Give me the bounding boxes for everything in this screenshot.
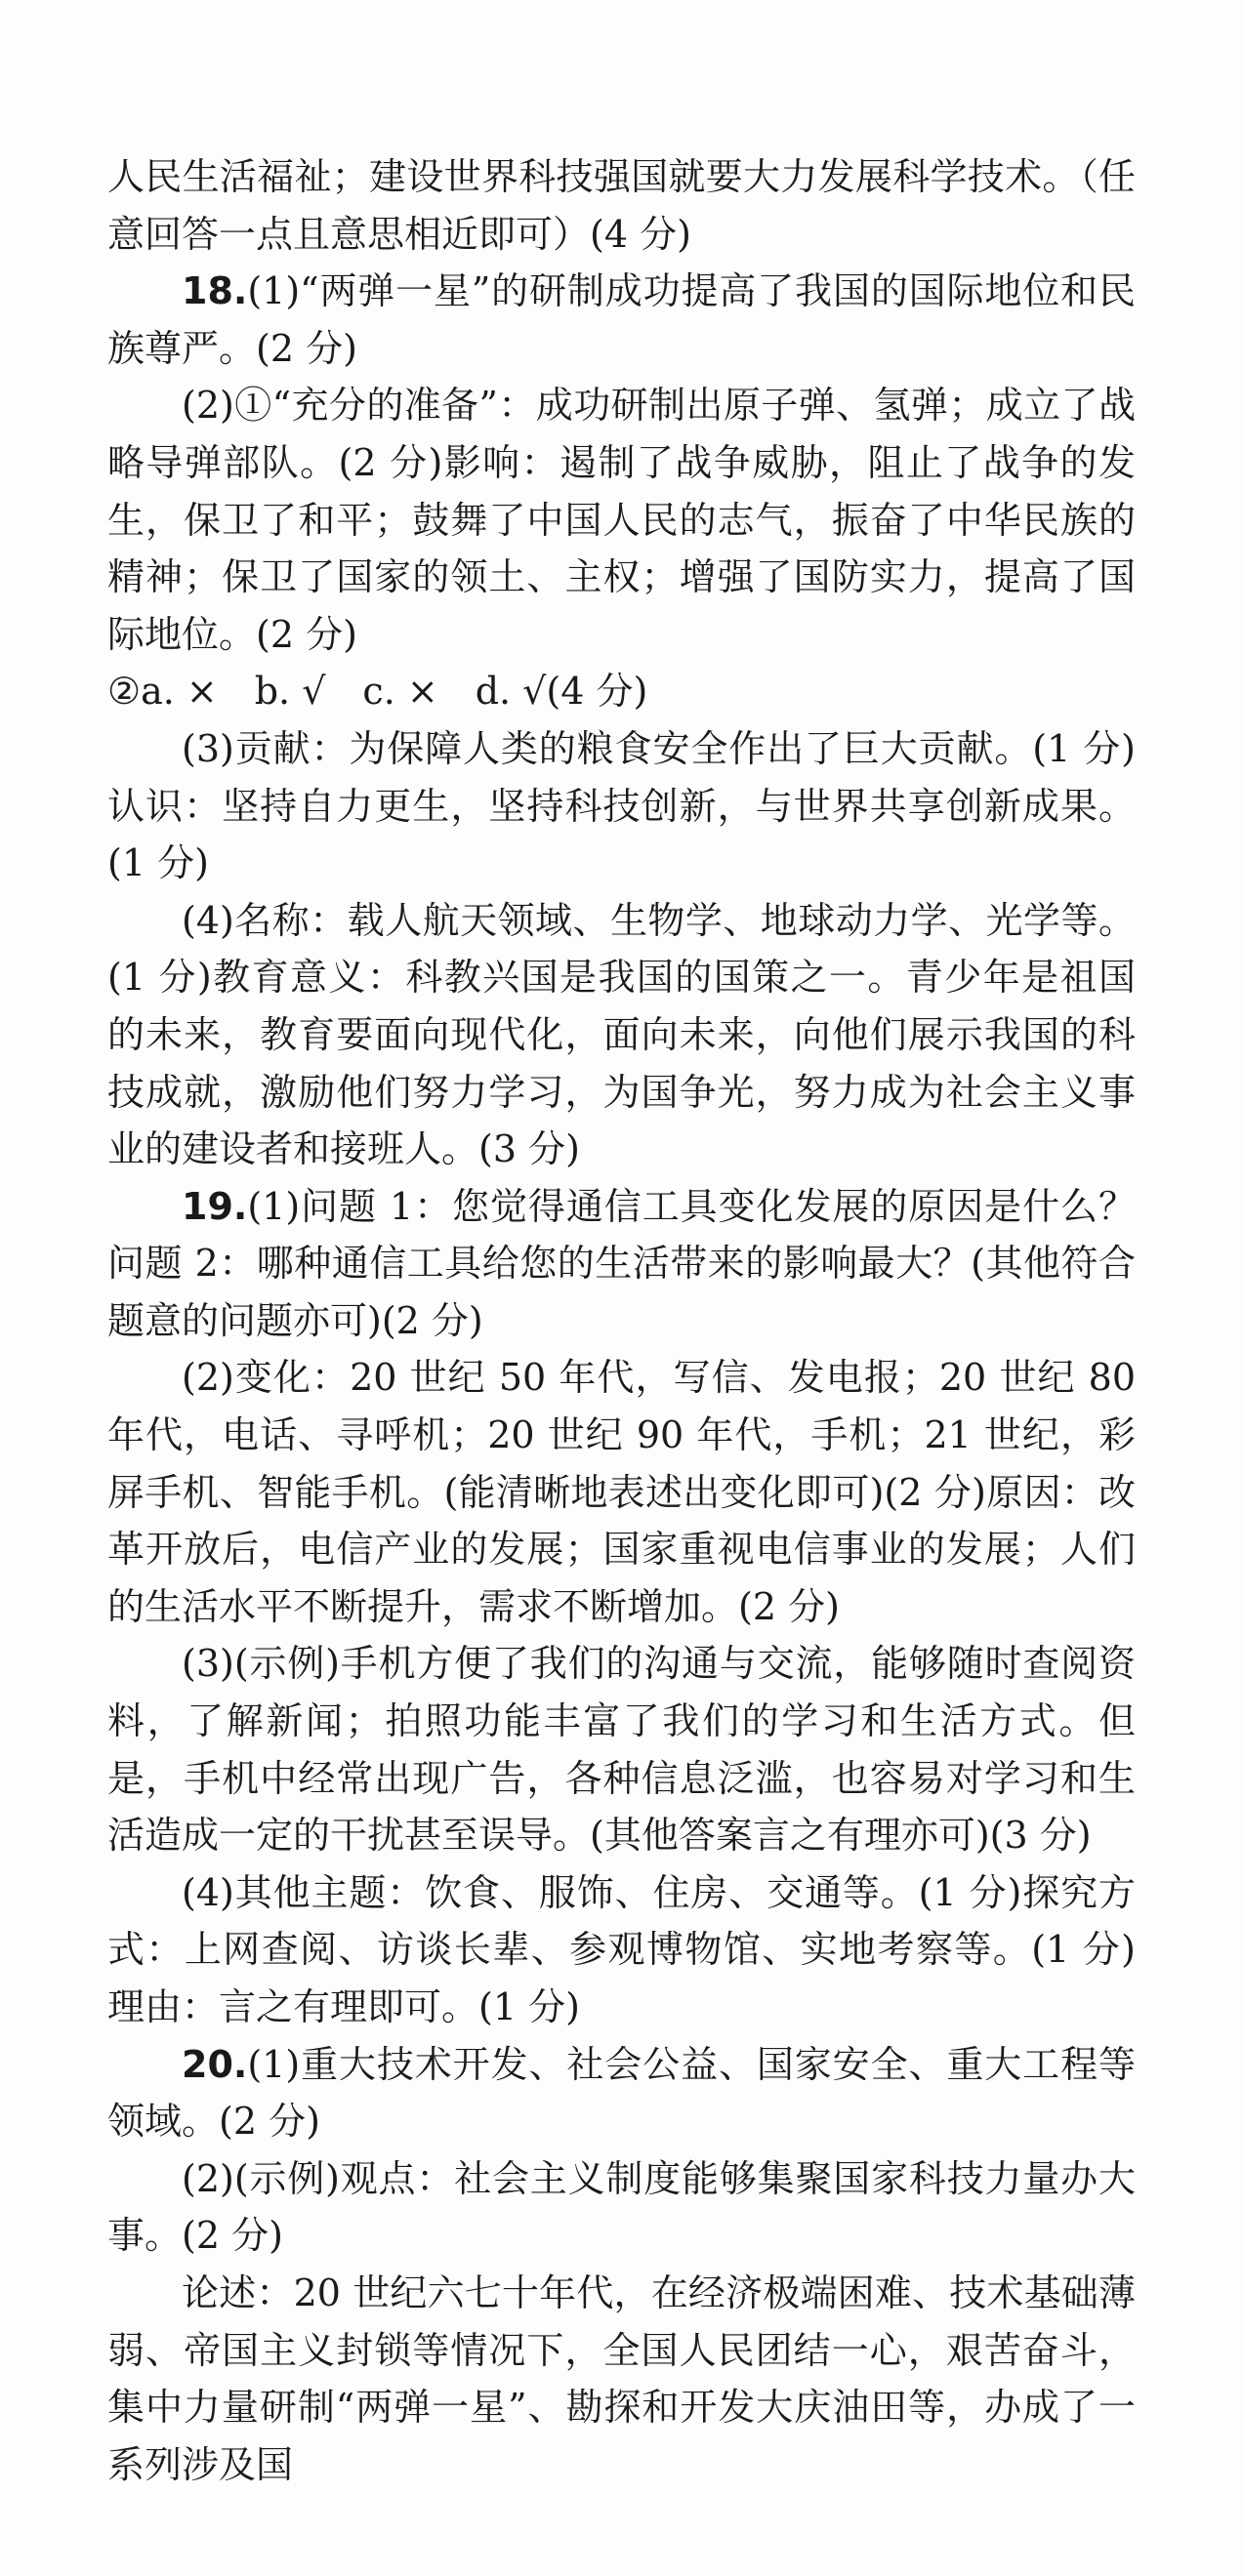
question-18-judgement [107,663,1136,720]
question-19-part-2 [107,1349,1136,1635]
paragraph-text: (2)(示例)观点：社会主义制度能够集聚国家科技力量办大事。(2 分) [107,2156,1136,2258]
question-18-part-2 [107,377,1136,663]
question-number: 20. [182,2042,248,2086]
paragraph-text: ②a. × b. √ c. × d. √(4 分) [107,670,648,714]
question-number: 19. [182,1184,248,1228]
paragraph-text: (1)问题 1：您觉得通信工具变化发展的原因是什么？问题 2：哪种通信工具给您的生活带来的影响最大？(其他符合题意的问题亦可)(2 分) [107,1184,1136,1342]
paragraph-text: (4)其他主题：饮食、服饰、住房、交通等。(1 分)探究方式：上网查阅、访谈长辈、参观博物馆、实地考察等。(1 分)理由：言之有理即可。(1 分) [107,1870,1136,2028]
paragraph-text: (2)变化：20 世纪 50 年代，写信、发电报；20 世纪 80 年代，电话、寻呼机；20 世纪 90 年代，手机；21 世纪，彩屏手机、智能手机。(能清晰地表述出变化即可)(2 分)原因：改革开放后，电信产业的发展；国家重视电信事业的发展；人们的生活水平不断提升，需求不断增加。(2 分) [107,1356,1136,1628]
question-18-part-3 [107,720,1136,892]
paragraph-text: (3)贡献：为保障人类的粮食安全作出了巨大贡献。(1 分)认识：坚持自力更生，坚持科技创新，与世界共享创新成果。(1 分) [107,726,1136,885]
paragraph-text: (1)重大技术开发、社会公益、国家安全、重大工程等领域。(2 分) [107,2042,1136,2144]
paragraph-text: (4)名称：载人航天领域、生物学、地球动力学、光学等。(1 分)教育意义：科教兴国是我国的国策之一。青少年是祖国的未来，教育要面向现代化，面向未来，向他们展示我国的科技成就，激励他们努力学习，为国争光，努力成为社会主义事业的建设者和接班人。(3 分) [107,898,1136,1171]
question-18-part-1 [107,263,1136,377]
question-20-part-2 [107,2150,1136,2265]
question-20-argument [107,2265,1136,2493]
question-19-part-4 [107,1864,1136,2036]
question-number: 18. [182,269,248,313]
question-20-part-1 [107,2036,1136,2150]
paragraph-text: (1)“两弹一星”的研制成功提高了我国的国际地位和民族尊严。(2 分) [107,269,1136,370]
paragraph-text: 人民生活福祉；建设世界科技强国就要大力发展科学技术。（任意回答一点且意思相近即可）(4 分) [107,155,1136,256]
paragraph-text: (2)①“充分的准备”：成功研制出原子弹、氢弹；成立了战略导弹部队。(2 分)影响：遏制了战争威胁，阻止了战争的发生，保卫了和平；鼓舞了中国人民的志气，振奋了中华民族的精神；保卫了国家的领土、主权；增强了国防实力，提高了国际地位。(2 分) [107,384,1136,656]
question-19-part-3 [107,1635,1136,1863]
paragraph-text: 论述：20 世纪六七十年代，在经济极端困难、技术基础薄弱、帝国主义封锁等情况下，全国人民团结一心，艰苦奋斗，集中力量研制“两弹一星”、勘探和开发大庆油田等，办成了一系列涉及国 [107,2270,1136,2486]
paragraph-text: (3)(示例)手机方便了我们的沟通与交流，能够随时查阅资料，了解新闻；拍照功能丰富了我们的学习和生活方式。但是，手机中经常出现广告，各种信息泛滥，也容易对学习和生活造成一定的干扰甚至误导。(其他答案言之有理亦可)(3 分) [107,1642,1136,1858]
question-19-part-1 [107,1178,1136,1350]
question-18-part-4 [107,892,1136,1178]
paragraph-0 [107,148,1136,263]
